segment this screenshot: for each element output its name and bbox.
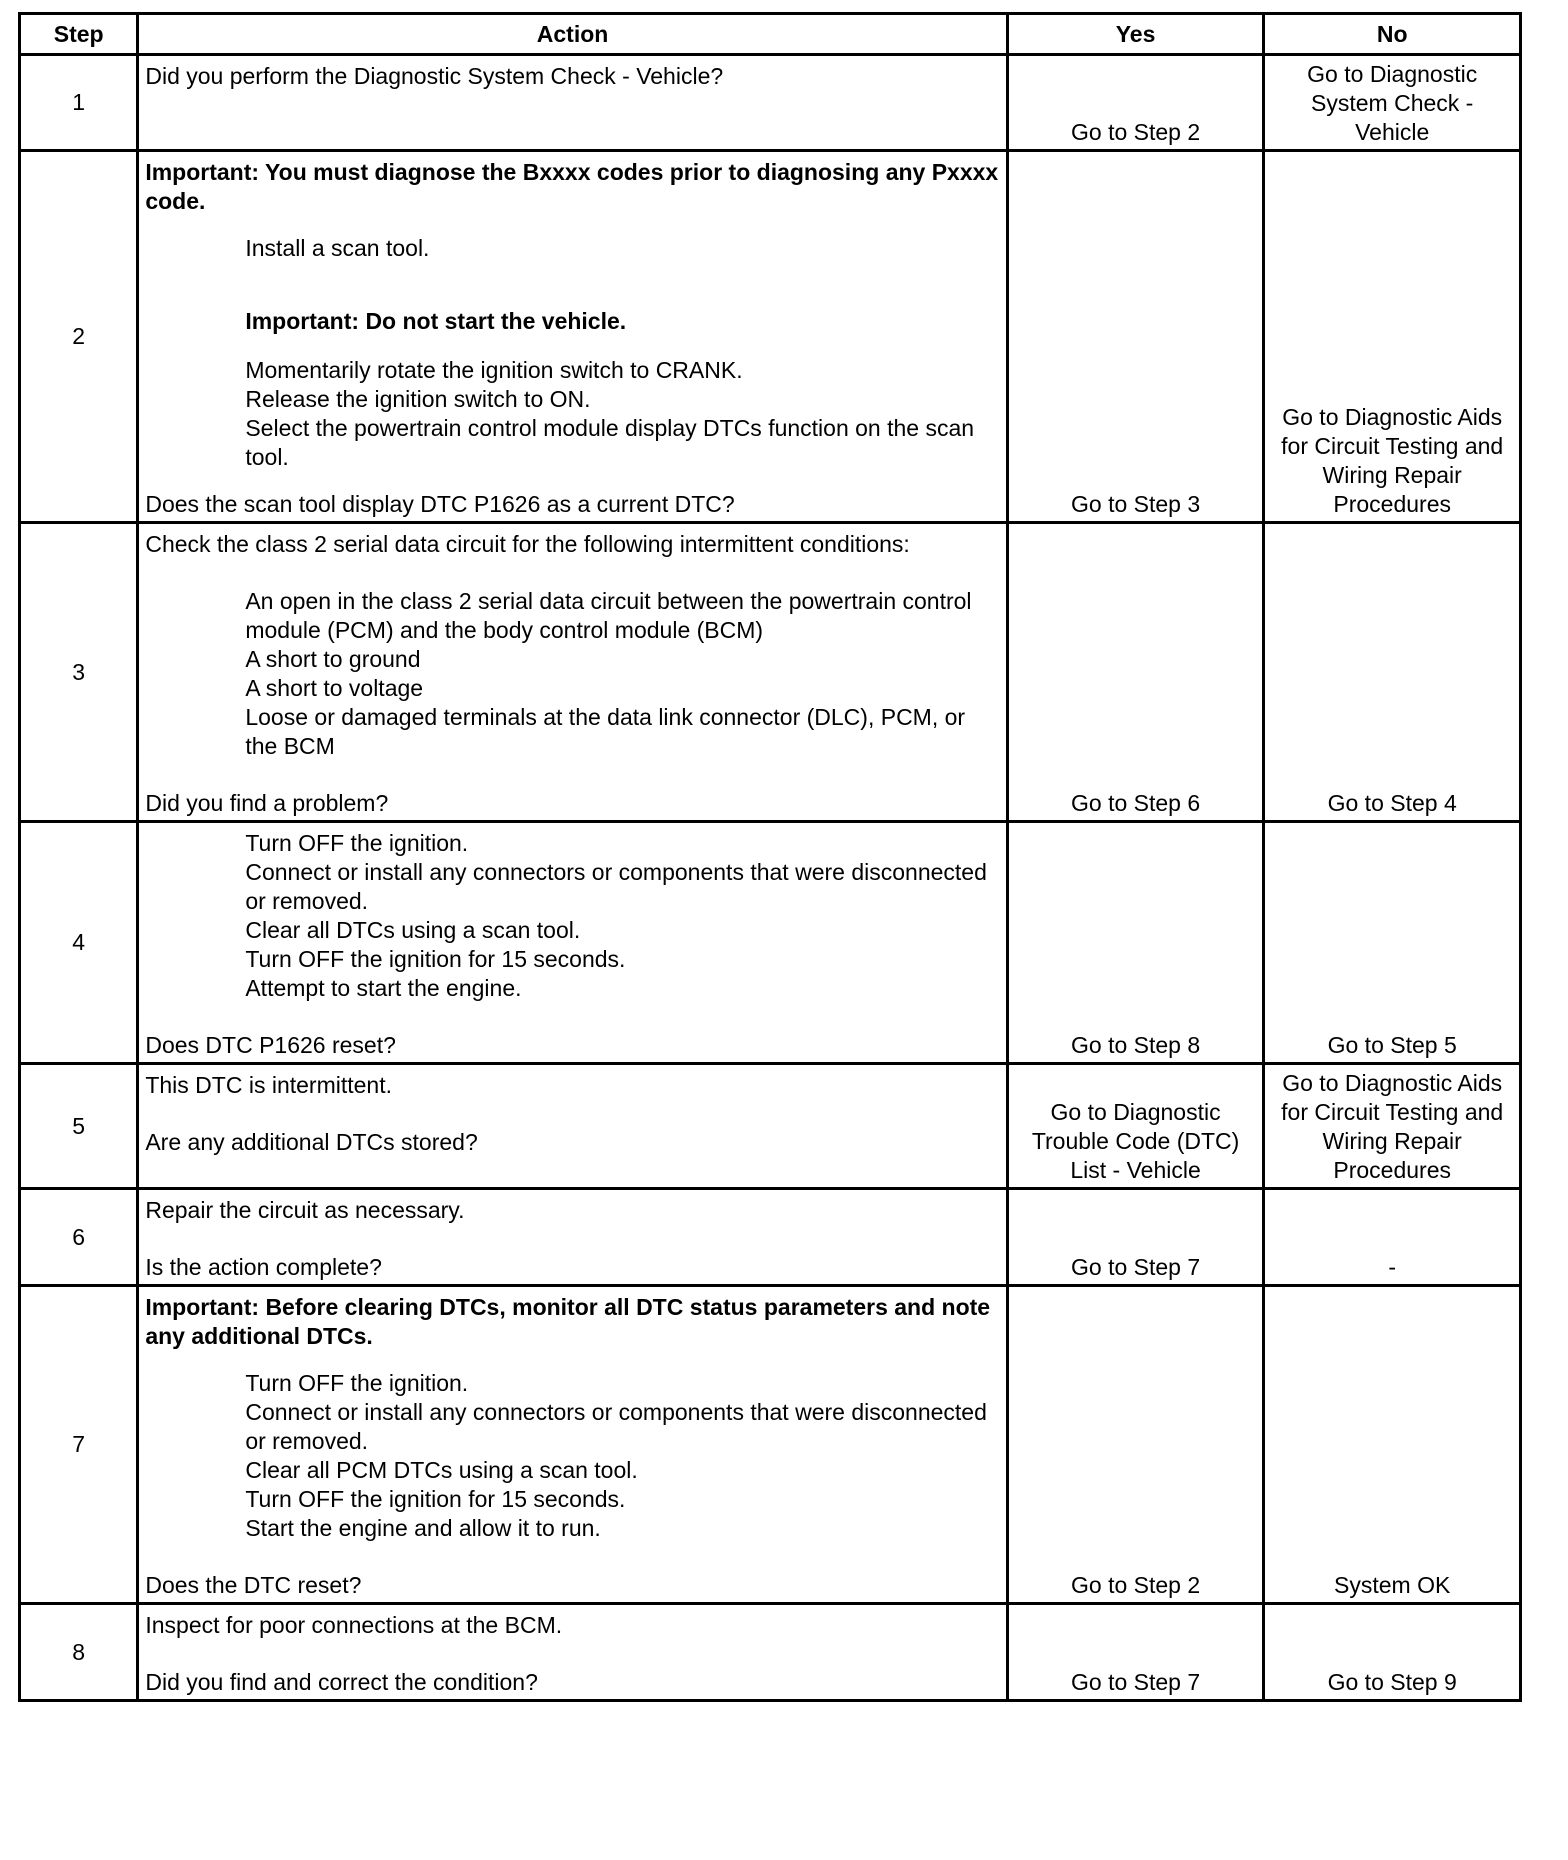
no-cell: Go to Step 5 <box>1264 822 1521 1064</box>
list-item: Clear all PCM DTCs using a scan tool. <box>245 1457 638 1483</box>
header-no: No <box>1264 14 1521 55</box>
step-number: 1 <box>20 55 138 151</box>
no-cell: Go to Step 9 <box>1264 1604 1521 1701</box>
yes-cell: Go to Step 2 <box>1007 1286 1264 1604</box>
step-number: 8 <box>20 1604 138 1701</box>
action-list <box>145 234 999 472</box>
header-row <box>20 14 1521 55</box>
list-item: Clear all DTCs using a scan tool. <box>245 917 581 943</box>
list-item: Start the engine and allow it to run. <box>245 1515 601 1541</box>
action-question: Is the action complete? <box>145 1254 382 1280</box>
table-row <box>20 1604 1521 1701</box>
no-cell: - <box>1264 1189 1521 1286</box>
no-cell: Go to Diagnostic Aids for Circuit Testing and Wiring Repair Procedures <box>1264 151 1521 523</box>
action-text: This DTC is intermittent. <box>145 1072 392 1098</box>
action-text: Inspect for poor connections at the BCM. <box>145 1612 563 1638</box>
yes-cell: Go to Step 8 <box>1007 822 1264 1064</box>
action-list <box>145 587 999 761</box>
action-cell <box>138 151 1007 523</box>
list-item: Turn OFF the ignition. <box>245 830 469 856</box>
yes-cell: Go to Step 7 <box>1007 1189 1264 1286</box>
list-item: Attempt to start the engine. <box>245 975 522 1001</box>
list-item: Turn OFF the ignition for 15 seconds. <box>245 1486 626 1512</box>
action-list <box>145 829 999 1003</box>
list-item: Connect or install any connectors or components that were disconnected or removed. <box>245 859 987 914</box>
important-note: Important: You must diagnose the Bxxxx codes prior to diagnosing any Pxxxx code. <box>145 159 999 214</box>
table-row <box>20 1064 1521 1189</box>
list-item: Important: Do not start the vehicle. <box>245 308 627 334</box>
step-number: 4 <box>20 822 138 1064</box>
header-step: Step <box>20 14 138 55</box>
table-row <box>20 55 1521 151</box>
action-cell <box>138 1604 1007 1701</box>
yes-cell: Go to Diagnostic Trouble Code (DTC) List - Vehicle <box>1007 1064 1264 1189</box>
action-question: Did you find and correct the condition? <box>145 1669 538 1695</box>
action-question: Are any additional DTCs stored? <box>145 1129 478 1155</box>
no-cell: System OK <box>1264 1286 1521 1604</box>
list-item: Select the powertrain control module display DTCs function on the scan tool. <box>245 415 975 470</box>
list-item: Release the ignition switch to ON. <box>245 386 591 412</box>
table-row <box>20 1286 1521 1604</box>
action-cell <box>138 55 1007 151</box>
list-item: A short to ground <box>245 646 421 672</box>
table-row <box>20 1189 1521 1286</box>
action-text: Did you perform the Diagnostic System Check - Vehicle? <box>145 63 724 89</box>
no-cell: Go to Step 4 <box>1264 523 1521 822</box>
table-row <box>20 822 1521 1064</box>
header-yes: Yes <box>1007 14 1264 55</box>
header-action: Action <box>138 14 1007 55</box>
action-question: Did you find a problem? <box>145 790 389 816</box>
action-text: Repair the circuit as necessary. <box>145 1197 465 1223</box>
action-question: Does the scan tool display DTC P1626 as a current DTC? <box>145 491 735 517</box>
list-item: Turn OFF the ignition for 15 seconds. <box>245 946 626 972</box>
list-item: Turn OFF the ignition. <box>245 1370 469 1396</box>
action-cell <box>138 1286 1007 1604</box>
action-cell <box>138 1064 1007 1189</box>
diagnostic-table <box>18 12 1522 1702</box>
step-number: 6 <box>20 1189 138 1286</box>
list-item: Momentarily rotate the ignition switch to CRANK. <box>245 357 743 383</box>
no-cell: Go to Diagnostic Aids for Circuit Testing and Wiring Repair Procedures <box>1264 1064 1521 1189</box>
action-question: Does the DTC reset? <box>145 1572 362 1598</box>
list-item: Connect or install any connectors or components that were disconnected or removed. <box>245 1399 987 1454</box>
yes-cell: Go to Step 2 <box>1007 55 1264 151</box>
action-cell <box>138 822 1007 1064</box>
step-number: 2 <box>20 151 138 523</box>
yes-cell: Go to Step 6 <box>1007 523 1264 822</box>
action-cell <box>138 523 1007 822</box>
no-cell: Go to Diagnostic System Check - Vehicle <box>1264 55 1521 151</box>
list-item: An open in the class 2 serial data circuit between the powertrain control module (PCM) and the body control module (BCM) <box>245 588 972 643</box>
step-number: 7 <box>20 1286 138 1604</box>
step-number: 3 <box>20 523 138 822</box>
action-list <box>145 1369 999 1543</box>
yes-cell: Go to Step 3 <box>1007 151 1264 523</box>
list-item: Install a scan tool. <box>245 235 430 261</box>
step-number: 5 <box>20 1064 138 1189</box>
action-cell <box>138 1189 1007 1286</box>
important-note: Important: Before clearing DTCs, monitor all DTC status parameters and note any additional DTCs. <box>145 1294 991 1349</box>
list-item: Loose or damaged terminals at the data link connector (DLC), PCM, or the BCM <box>245 704 966 759</box>
list-item: A short to voltage <box>245 675 424 701</box>
table-row <box>20 523 1521 822</box>
action-text: Check the class 2 serial data circuit for the following intermittent conditions: <box>145 531 910 557</box>
table-row <box>20 151 1521 523</box>
action-question: Does DTC P1626 reset? <box>145 1032 396 1058</box>
yes-cell: Go to Step 7 <box>1007 1604 1264 1701</box>
